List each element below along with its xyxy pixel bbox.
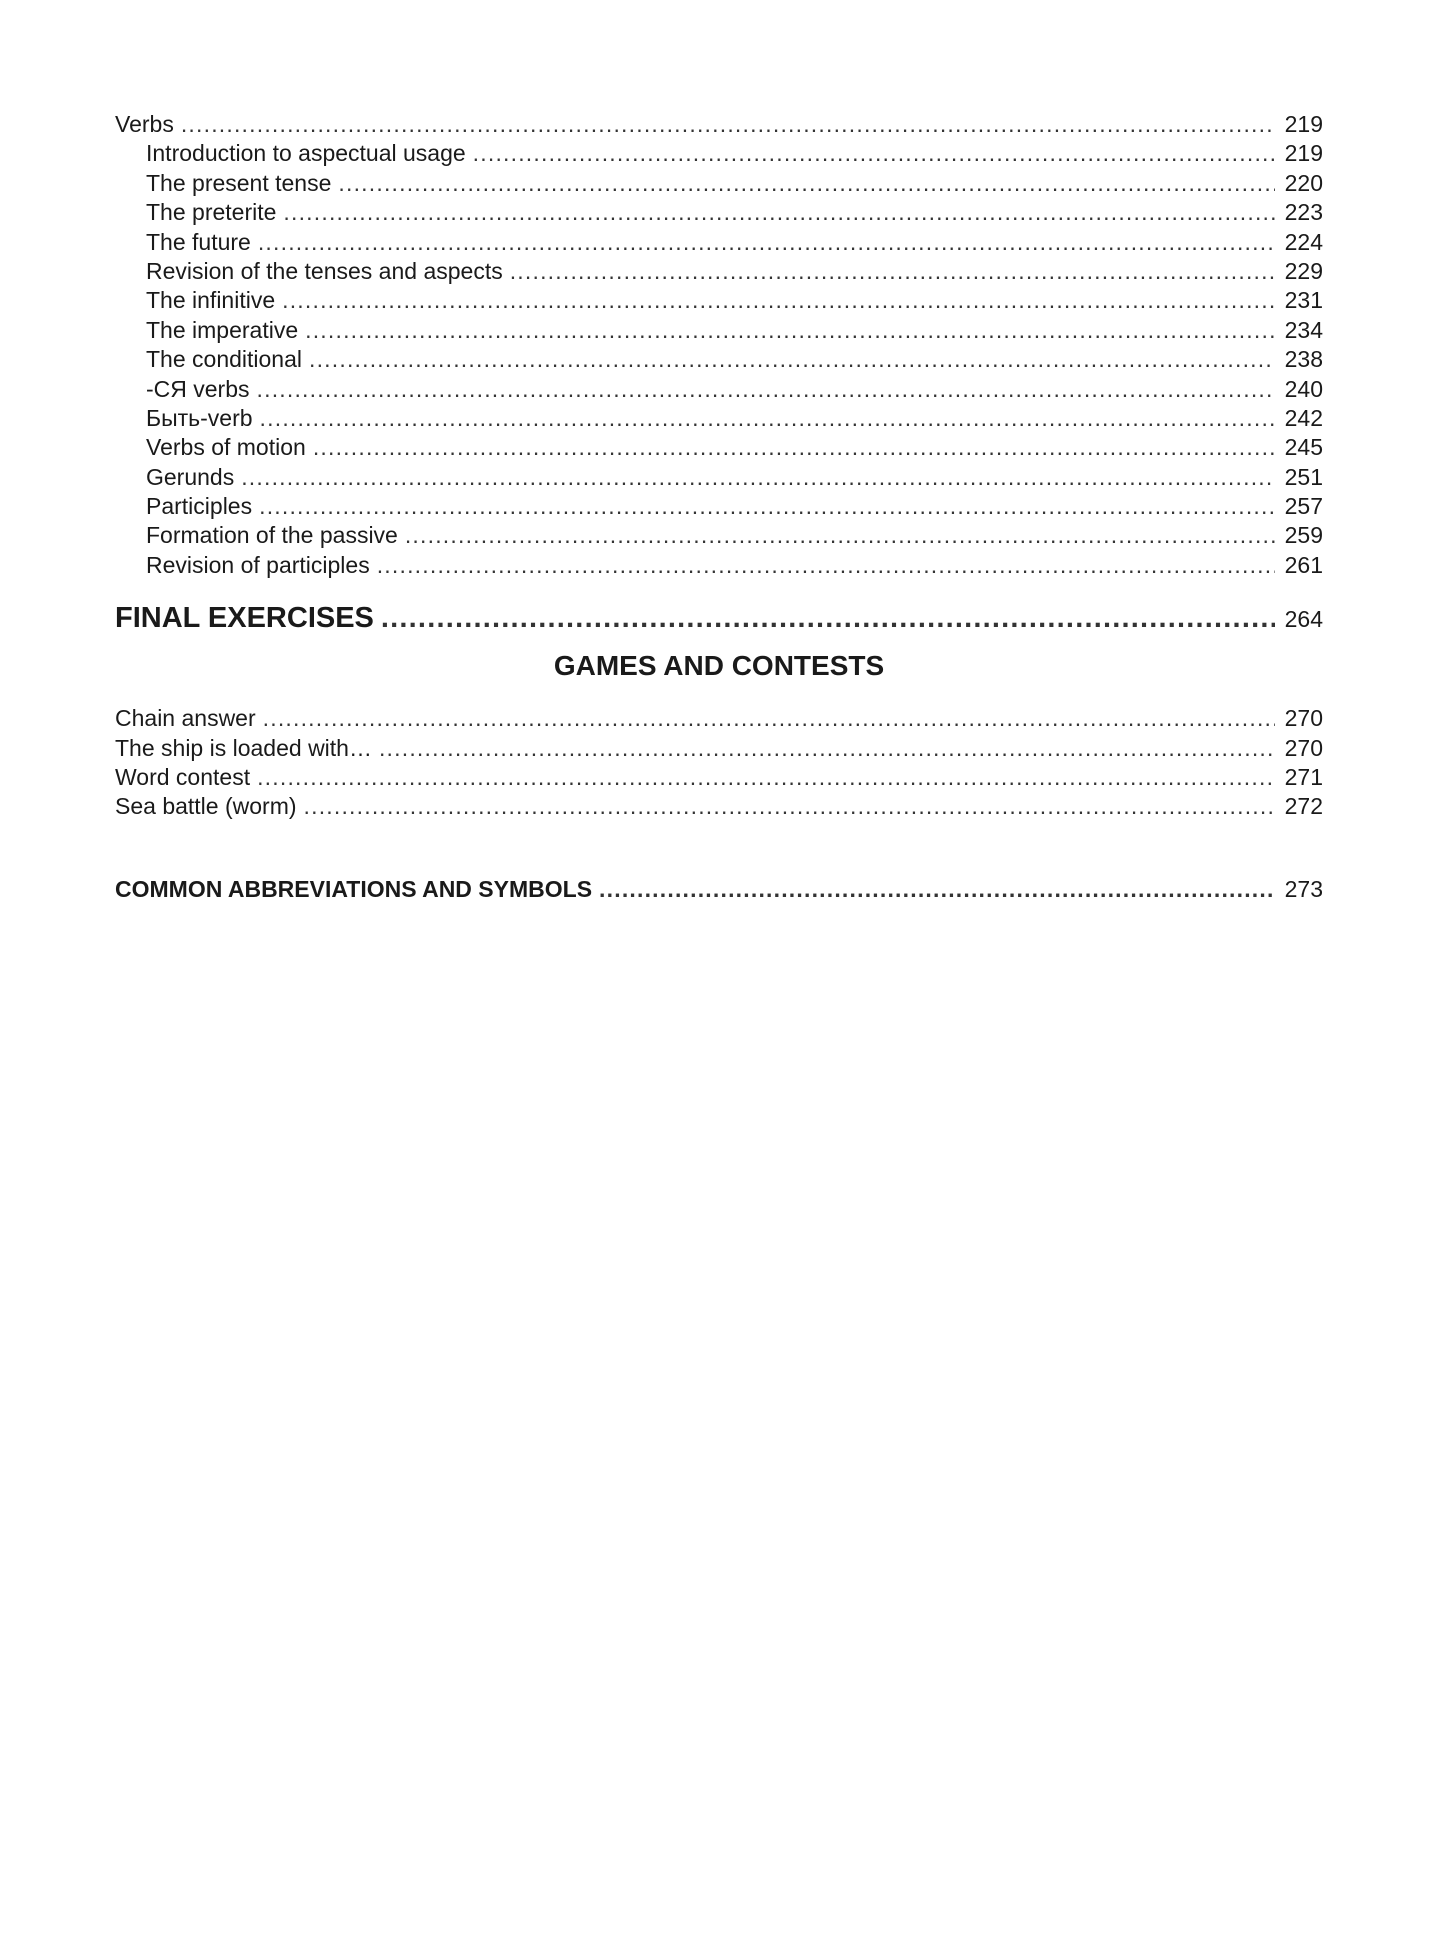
dot-leader: [381, 598, 1275, 638]
dot-leader: [510, 257, 1275, 286]
toc-entry-label: The conditional: [146, 346, 302, 373]
toc-entry: [115, 433, 1323, 462]
dot-leader: [258, 228, 1275, 257]
toc-entry-page: 231: [1284, 287, 1323, 314]
toc-entry-label: -СЯ verbs: [146, 375, 250, 402]
toc-entry-page: 240: [1284, 375, 1323, 402]
dot-leader: [257, 763, 1275, 792]
toc-entry-label: Verbs: [115, 111, 174, 137]
toc-entry-label: FINAL EXERCISES: [115, 602, 374, 635]
dot-leader: [599, 873, 1275, 905]
toc-entry: [115, 257, 1323, 286]
toc-entry-label: Chain answer: [115, 705, 256, 732]
toc-entry-page: 219: [1284, 140, 1323, 167]
toc-entry-label: Introduction to aspectual usage: [146, 140, 466, 167]
dot-leader: [379, 734, 1275, 763]
toc-entry-page: 271: [1284, 764, 1323, 791]
toc-entry-label: The ship is loaded with…: [115, 734, 372, 761]
toc-entry-page: 259: [1284, 522, 1323, 549]
toc-entry: [115, 463, 1323, 492]
toc-entry: [115, 492, 1323, 521]
toc-entry: [115, 345, 1323, 374]
toc-entry-page: 229: [1284, 257, 1323, 284]
toc-entry-page: 234: [1284, 316, 1323, 343]
toc-entry-label: Быть-verb: [146, 404, 253, 431]
dot-leader: [241, 463, 1275, 492]
toc-entry: [115, 198, 1323, 227]
toc-entry: [115, 316, 1323, 345]
verbs-toc-list: [115, 110, 1323, 580]
toc-entry-page: 219: [1284, 111, 1323, 137]
toc-page: [115, 110, 1323, 905]
toc-entry-label: Word contest: [115, 764, 251, 791]
games-section-heading: GAMES AND CONTESTS: [553, 650, 885, 682]
toc-entry-label: Gerunds: [146, 463, 235, 490]
dot-leader: [181, 110, 1275, 139]
dot-leader: [259, 492, 1275, 521]
toc-entry-page: 238: [1284, 346, 1323, 373]
toc-entry: [115, 375, 1323, 404]
dot-leader: [405, 521, 1275, 550]
dot-leader: [260, 404, 1275, 433]
toc-entry: [115, 763, 1323, 792]
toc-entry-label: Revision of participles: [146, 551, 370, 578]
dot-leader: [313, 433, 1275, 462]
toc-entry-page: 245: [1284, 434, 1323, 461]
toc-entry-page: 224: [1284, 228, 1323, 255]
toc-entry-label: COMMON ABBREVIATIONS AND SYMBOLS: [115, 875, 593, 902]
toc-entry-page: 261: [1284, 551, 1323, 578]
toc-entry-label: Participles: [146, 493, 253, 520]
toc-entry: [115, 734, 1323, 763]
dot-leader: [377, 551, 1275, 580]
dot-leader: [338, 169, 1275, 198]
dot-leader: [473, 139, 1275, 168]
dot-leader: [305, 316, 1275, 345]
toc-entry: [115, 169, 1323, 198]
toc-entry: [115, 139, 1323, 168]
toc-entry-abbreviations: [115, 873, 1323, 905]
toc-entry-label: The preterite: [146, 199, 277, 226]
dot-leader: [283, 198, 1275, 227]
toc-entry: [115, 704, 1323, 733]
dot-leader: [282, 286, 1275, 315]
toc-entry-label: Sea battle (worm): [115, 793, 297, 820]
toc-entry-label: The infinitive: [146, 287, 276, 314]
toc-entry-page: 257: [1284, 493, 1323, 520]
toc-entry-label: Verbs of motion: [146, 434, 306, 461]
dot-leader: [309, 345, 1275, 374]
toc-entry-page: 270: [1284, 705, 1323, 732]
toc-entry: [115, 228, 1323, 257]
toc-entry-page: 270: [1284, 734, 1323, 761]
toc-entry-verbs: [115, 110, 1323, 139]
toc-entry-final-exercises: [115, 598, 1323, 638]
toc-entry-page: 242: [1284, 404, 1323, 431]
toc-entry-page: 272: [1284, 793, 1323, 820]
toc-entry-label: The present tense: [146, 169, 332, 196]
dot-leader: [304, 792, 1275, 821]
toc-entry: [115, 551, 1323, 580]
toc-entry-page: 251: [1284, 463, 1323, 490]
toc-entry-label: The imperative: [146, 316, 299, 343]
toc-entry-page: 220: [1284, 169, 1323, 196]
toc-entry: [115, 286, 1323, 315]
toc-entry: [115, 792, 1323, 821]
toc-entry: [115, 404, 1323, 433]
toc-entry: [115, 521, 1323, 550]
dot-leader: [257, 375, 1275, 404]
toc-entry-label: Revision of the tenses and aspects: [146, 257, 503, 284]
toc-entry-page: 264: [1284, 606, 1323, 633]
toc-entry-label: The future: [146, 228, 251, 255]
toc-entry-page: 273: [1284, 875, 1323, 902]
toc-entry-label: Formation of the passive: [146, 522, 398, 549]
toc-entry-page: 223: [1284, 199, 1323, 226]
games-toc-list: [115, 704, 1323, 822]
dot-leader: [263, 704, 1275, 733]
